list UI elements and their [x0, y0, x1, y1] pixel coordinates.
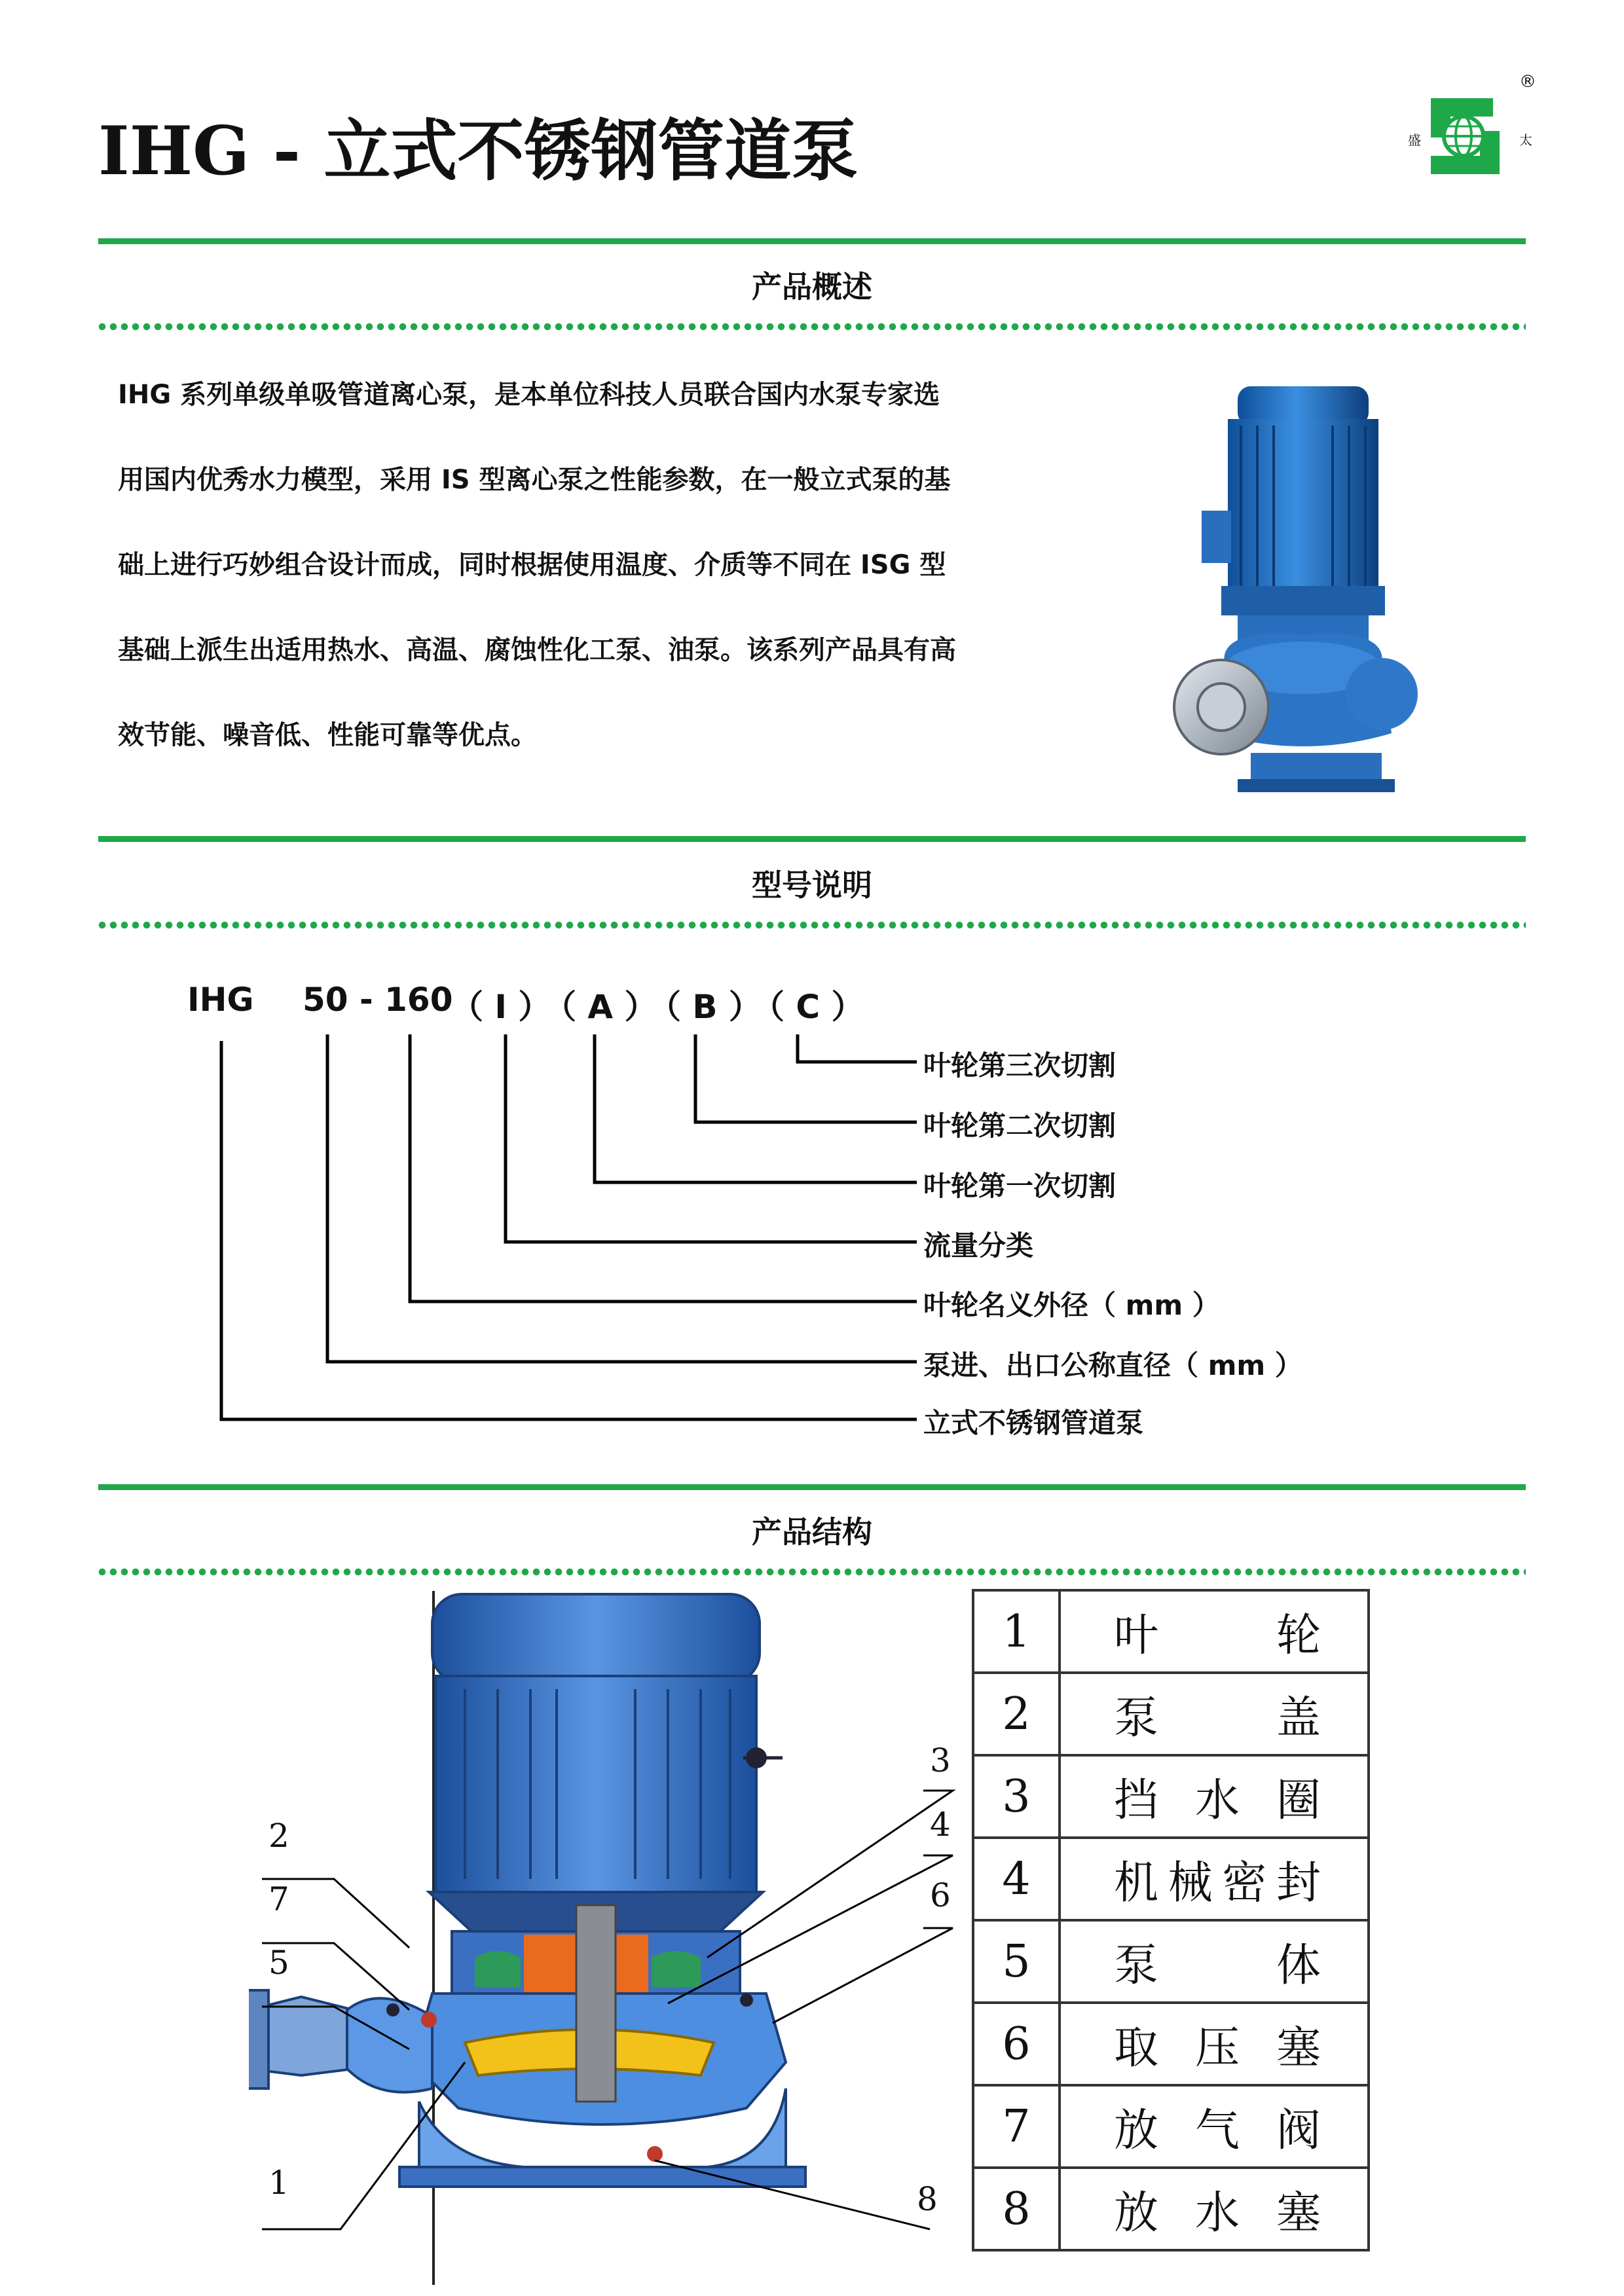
model-code-a: （ A ） [544, 988, 657, 1026]
part-name: 取 压 塞 [1060, 2003, 1369, 2085]
part-name: 挡 水 圈 [1060, 1755, 1369, 1838]
model-code-size: 50 - 160 [303, 981, 453, 1019]
connector-a [595, 1034, 917, 1182]
label-nominal-diameter: 泵进、出口公称直径（ mm ） [923, 1349, 1302, 1381]
overview-line: IHG 系列单级单吸管道离心泵，是本单位科技人员联合国内水泵专家选 [118, 380, 940, 410]
part-name: 叶 轮 [1060, 1590, 1369, 1673]
logo-char-right: 太 [1519, 132, 1532, 148]
table-row [973, 1673, 1369, 1755]
table-row [973, 1838, 1369, 1920]
dotted-divider [98, 1568, 1526, 1576]
registered-mark: ® [1519, 72, 1536, 92]
table-row [973, 1590, 1369, 1673]
label-cut-2: 叶轮第二次切割 [923, 1110, 1116, 1142]
model-code-c: （ C ） [752, 988, 864, 1026]
part-name: 放 水 塞 [1060, 2168, 1369, 2250]
part-name: 放 气 阀 [1060, 2085, 1369, 2168]
table-row [973, 2168, 1369, 2250]
structure-heading: 产品结构 [752, 1514, 872, 1550]
callout-1: 1 [268, 2164, 289, 2202]
model-code-b: （ B ） [648, 988, 762, 1026]
table-row [973, 1920, 1369, 2003]
part-name: 泵 盖 [1060, 1673, 1369, 1755]
part-number: 5 [973, 1920, 1060, 2003]
part-name: 泵 体 [1060, 1920, 1369, 2003]
pump-cross-section [249, 1591, 982, 2285]
label-cut-3: 叶轮第三次切割 [923, 1049, 1116, 1082]
part-number: 4 [973, 1838, 1060, 1920]
callout-7: 7 [268, 1880, 289, 1918]
callout-5: 5 [268, 1944, 289, 1982]
overview-line: 基础上派生出适用热水、高温、腐蚀性化工泵、油泵。该系列产品具有高 [118, 635, 956, 665]
connector-c [798, 1034, 917, 1062]
callout-2: 2 [268, 1817, 289, 1855]
callout-4: 4 [930, 1806, 951, 1844]
table-row [973, 2085, 1369, 2168]
section-divider [98, 1484, 1526, 1490]
connector-i [506, 1034, 917, 1242]
part-number: 2 [973, 1673, 1060, 1755]
overview-heading: 产品概述 [752, 269, 872, 304]
overview-line: 效节能、噪音低、性能可靠等优点。 [118, 720, 537, 750]
model-code-ihg: IHG [187, 981, 254, 1019]
callout-3: 3 [930, 1741, 951, 1779]
table-row [973, 1755, 1369, 1838]
model-heading: 型号说明 [752, 867, 872, 903]
part-number: 6 [973, 2003, 1060, 2085]
logo-char-left: 盛 [1408, 132, 1421, 148]
callout-8: 8 [917, 2180, 938, 2218]
connector-160 [410, 1034, 917, 1302]
overview-line: 础上进行巧妙组合设计而成，同时根据使用温度、介质等不同在 ISG 型 [118, 550, 946, 580]
label-cut-1: 叶轮第一次切割 [923, 1170, 1116, 1202]
parts-table [972, 1589, 1370, 2251]
connector-50 [327, 1034, 917, 1362]
connector-b [695, 1034, 917, 1122]
part-number: 8 [973, 2168, 1060, 2250]
overview-line: 用国内优秀水力模型，采用 IS 型离心泵之性能参数，在一般立式泵的基 [118, 465, 951, 495]
callout-6: 6 [930, 1876, 951, 1914]
label-flow-class: 流量分类 [923, 1230, 1034, 1262]
model-code-i: （ I ） [451, 988, 551, 1026]
table-row [973, 2003, 1369, 2085]
label-pump-type: 立式不锈钢管道泵 [923, 1407, 1144, 1439]
label-impeller-diameter: 叶轮名义外径（ mm ） [923, 1289, 1220, 1321]
part-number: 7 [973, 2085, 1060, 2168]
part-name: 机 械 密 封 [1060, 1838, 1369, 1920]
page-title: IHG - 立式不锈钢管道泵 [98, 112, 858, 191]
part-number: 3 [973, 1755, 1060, 1838]
part-number: 1 [973, 1590, 1060, 1673]
